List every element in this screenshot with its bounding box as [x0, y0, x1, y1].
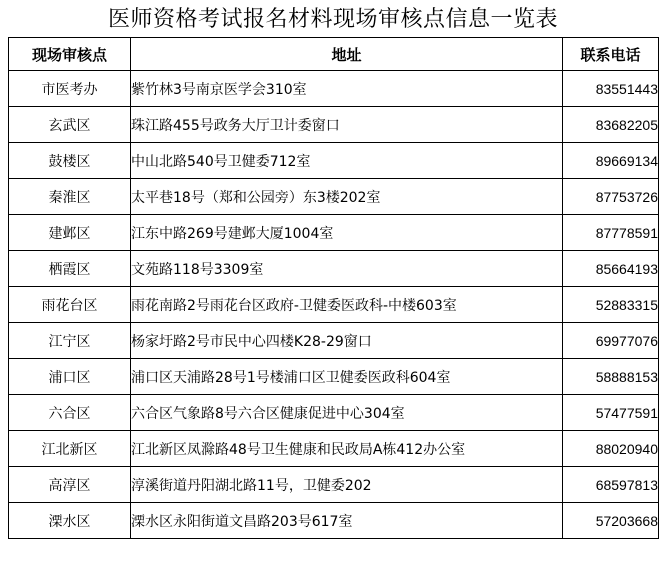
site-cell: 建邺区: [9, 215, 131, 251]
site-cell: 玄武区: [9, 107, 131, 143]
review-site-table: [8, 37, 659, 539]
address-cell: 文苑路118号3309室: [131, 251, 563, 287]
site-cell: 六合区: [9, 395, 131, 431]
table-row: [9, 395, 659, 431]
column-header-site: 现场审核点: [9, 38, 131, 71]
table-row: [9, 143, 659, 179]
table-row: [9, 503, 659, 539]
address-cell: 紫竹林3号南京医学会310室: [131, 71, 563, 107]
table-row: [9, 215, 659, 251]
site-cell: 栖霞区: [9, 251, 131, 287]
table-row: [9, 71, 659, 107]
address-cell: 溧水区永阳街道文昌路203号617室: [131, 503, 563, 539]
phone-cell: 85664193: [563, 251, 659, 287]
address-cell: 淳溪街道丹阳湖北路11号，卫健委202: [131, 467, 563, 503]
phone-cell: 69977076: [563, 323, 659, 359]
site-cell: 江北新区: [9, 431, 131, 467]
phone-cell: 89669134: [563, 143, 659, 179]
phone-cell: 58888153: [563, 359, 659, 395]
table-row: [9, 323, 659, 359]
site-cell: 市医考办: [9, 71, 131, 107]
table-row: [9, 287, 659, 323]
address-cell: 六合区气象路8号六合区健康促进中心304室: [131, 395, 563, 431]
phone-cell: 57203668: [563, 503, 659, 539]
phone-cell: 88020940: [563, 431, 659, 467]
address-cell: 杨家圩路2号市民中心四楼K28-29窗口: [131, 323, 563, 359]
site-cell: 秦淮区: [9, 179, 131, 215]
phone-cell: 87778591: [563, 215, 659, 251]
address-cell: 雨花南路2号雨花台区政府-卫健委医政科-中楼603室: [131, 287, 563, 323]
phone-cell: 68597813: [563, 467, 659, 503]
table-header-row: [9, 38, 659, 71]
phone-cell: 83551443: [563, 71, 659, 107]
address-cell: 太平巷18号（郑和公园旁）东3楼202室: [131, 179, 563, 215]
phone-cell: 87753726: [563, 179, 659, 215]
phone-cell: 57477591: [563, 395, 659, 431]
phone-cell: 83682205: [563, 107, 659, 143]
site-cell: 高淳区: [9, 467, 131, 503]
page-title: 医师资格考试报名材料现场审核点信息一览表: [107, 7, 558, 32]
site-cell: 溧水区: [9, 503, 131, 539]
table-row: [9, 431, 659, 467]
column-header-phone: 联系电话: [563, 38, 659, 71]
site-cell: 江宁区: [9, 323, 131, 359]
site-cell: 浦口区: [9, 359, 131, 395]
table-row: [9, 179, 659, 215]
address-cell: 浦口区天浦路28号1号楼浦口区卫健委医政科604室: [131, 359, 563, 395]
address-cell: 江北新区凤滁路48号卫生健康和民政局A栋412办公室: [131, 431, 563, 467]
table-row: [9, 467, 659, 503]
site-cell: 雨花台区: [9, 287, 131, 323]
site-cell: 鼓楼区: [9, 143, 131, 179]
phone-cell: 52883315: [563, 287, 659, 323]
address-cell: 中山北路540号卫健委712室: [131, 143, 563, 179]
address-cell: 江东中路269号建邺大厦1004室: [131, 215, 563, 251]
table-row: [9, 359, 659, 395]
table-row: [9, 251, 659, 287]
table-row: [9, 107, 659, 143]
address-cell: 珠江路455号政务大厅卫计委窗口: [131, 107, 563, 143]
column-header-address: 地址: [131, 38, 563, 71]
